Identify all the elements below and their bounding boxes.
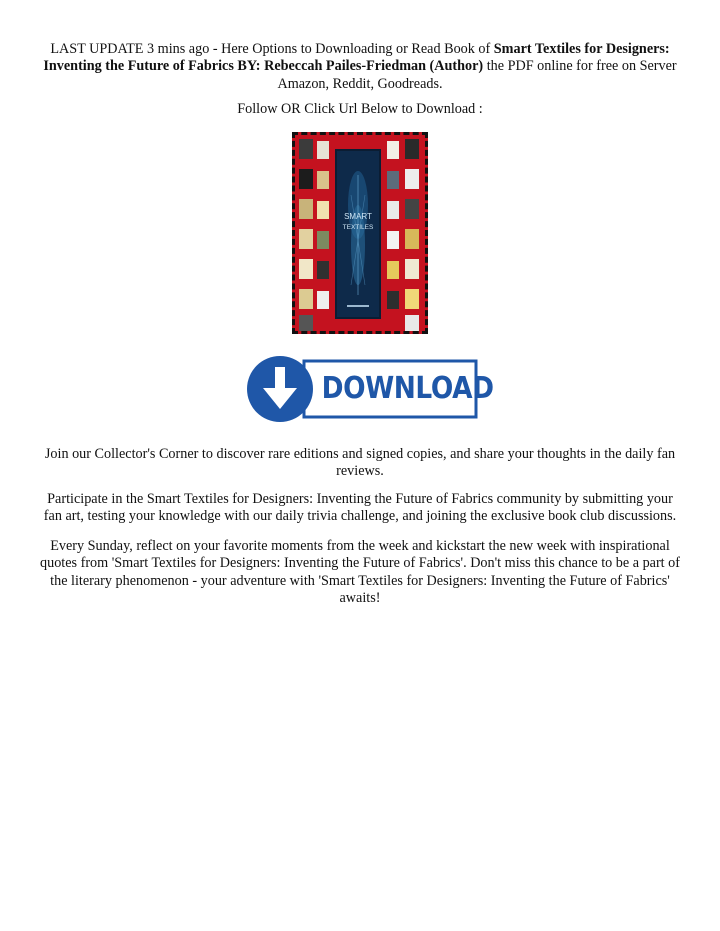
download-label: DOWNLOAD xyxy=(321,371,494,406)
download-button[interactable] xyxy=(246,355,494,423)
intro-book-title: Smart Textiles for Designers: Inventing the Future of Fabrics BY: Rebeccah Pailes-Friedman (Author) xyxy=(43,41,670,75)
follow-instruction: Follow OR Click Url Below to Download : xyxy=(237,101,483,117)
book-cover-image[interactable] xyxy=(292,132,428,334)
featured-book xyxy=(335,149,381,319)
cover-title-line2: TEXTILES xyxy=(342,224,374,231)
intro-paragraph xyxy=(40,41,680,93)
participate-paragraph: Participate in the Smart Textiles for Designers: Inventing the Future of Fabrics community by submitting your fan art, testing your knowledge with our daily trivia challenge, and joining the exclusive book club discussions. xyxy=(43,491,677,525)
collectors-paragraph: Join our Collector's Corner to discover rare editions and signed copies, and share your thoughts in the daily fan reviews. xyxy=(44,446,676,480)
intro-tail: the PDF online for free on Server Amazon, Reddit, Goodreads. xyxy=(277,58,677,92)
book-cover-art xyxy=(295,135,425,331)
sunday-paragraph: Every Sunday, reflect on your favorite moments from the week and kickstart the new week with inspirational quotes from 'Smart Textiles for Designers: Inventing the Future of Fabrics'. Don't miss this chance to be a part of the literary phenomenon - your adventure with 'Smart Textiles for Designers: Inventing the Future of Fabrics' awaits! xyxy=(40,538,680,607)
intro-lead: LAST UPDATE 3 mins ago - Here Options to Downloading or Read Book of xyxy=(50,41,494,57)
cover-title-line1: SMART xyxy=(344,212,372,221)
